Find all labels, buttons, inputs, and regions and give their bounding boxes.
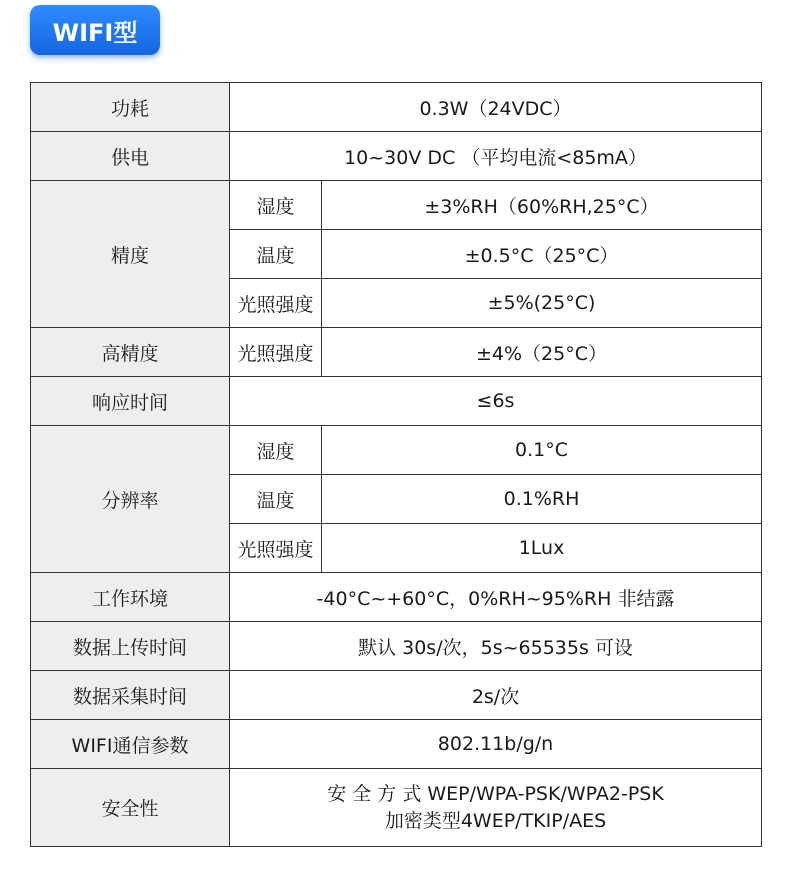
value-resolution-temperature: 0.1%RH (322, 475, 762, 524)
table-row-power (31, 83, 762, 132)
table-row-accuracy-humidity (31, 181, 762, 230)
security-line-1: 安 全 方 式 WEP/WPA-PSK/WPA2-PSK (327, 782, 664, 805)
label-supply: 供电 (31, 132, 230, 181)
value-resolution-humidity: 0.1°C (322, 426, 762, 475)
label-resolution: 分辨率 (31, 426, 230, 573)
value-environment: -40°C~+60°C，0%RH~95%RH 非结露 (230, 573, 762, 622)
label-upload: 数据上传时间 (31, 622, 230, 671)
label-accuracy: 精度 (31, 181, 230, 328)
table-row-resolution-humidity (31, 426, 762, 475)
security-line-2: 加密类型4WEP/TKIP/AES (384, 809, 607, 832)
sublabel-accuracy-light: 光照强度 (230, 279, 322, 328)
value-power: 0.3W（24VDC） (230, 83, 762, 132)
label-sampling: 数据采集时间 (31, 671, 230, 720)
value-high-accuracy: ±4%（25°C） (322, 328, 762, 377)
table-row-environment (31, 573, 762, 622)
value-sampling: 2s/次 (230, 671, 762, 720)
label-high-accuracy: 高精度 (31, 328, 230, 377)
sublabel-high-accuracy-light: 光照强度 (230, 328, 322, 377)
table-row-supply (31, 132, 762, 181)
table-row-response (31, 377, 762, 426)
table-row-upload (31, 622, 762, 671)
value-wifi: 802.11b/g/n (230, 720, 762, 769)
sublabel-resolution-temperature: 温度 (230, 475, 322, 524)
value-security (230, 769, 762, 847)
table-row-sampling (31, 671, 762, 720)
value-accuracy-light: ±5%(25°C) (322, 279, 762, 328)
value-accuracy-humidity: ±3%RH（60%RH,25°C） (322, 181, 762, 230)
label-power: 功耗 (31, 83, 230, 132)
value-resolution-light: 1Lux (322, 524, 762, 573)
value-accuracy-temperature: ±0.5°C（25°C） (322, 230, 762, 279)
sublabel-accuracy-humidity: 湿度 (230, 181, 322, 230)
table-row-wifi (31, 720, 762, 769)
label-environment: 工作环境 (31, 573, 230, 622)
label-response: 响应时间 (31, 377, 230, 426)
model-badge: WIFI型 (30, 5, 160, 55)
value-upload: 默认 30s/次，5s~65535s 可设 (230, 622, 762, 671)
table-row-security (31, 769, 762, 847)
sublabel-accuracy-temperature: 温度 (230, 230, 322, 279)
value-response: ≤6s (230, 377, 762, 426)
label-security: 安全性 (31, 769, 230, 847)
table-row-high-accuracy (31, 328, 762, 377)
sublabel-resolution-humidity: 湿度 (230, 426, 322, 475)
label-wifi: WIFI通信参数 (31, 720, 230, 769)
sublabel-resolution-light: 光照强度 (230, 524, 322, 573)
spec-table (30, 82, 762, 847)
value-supply: 10~30V DC （平均电流<85mA） (230, 132, 762, 181)
